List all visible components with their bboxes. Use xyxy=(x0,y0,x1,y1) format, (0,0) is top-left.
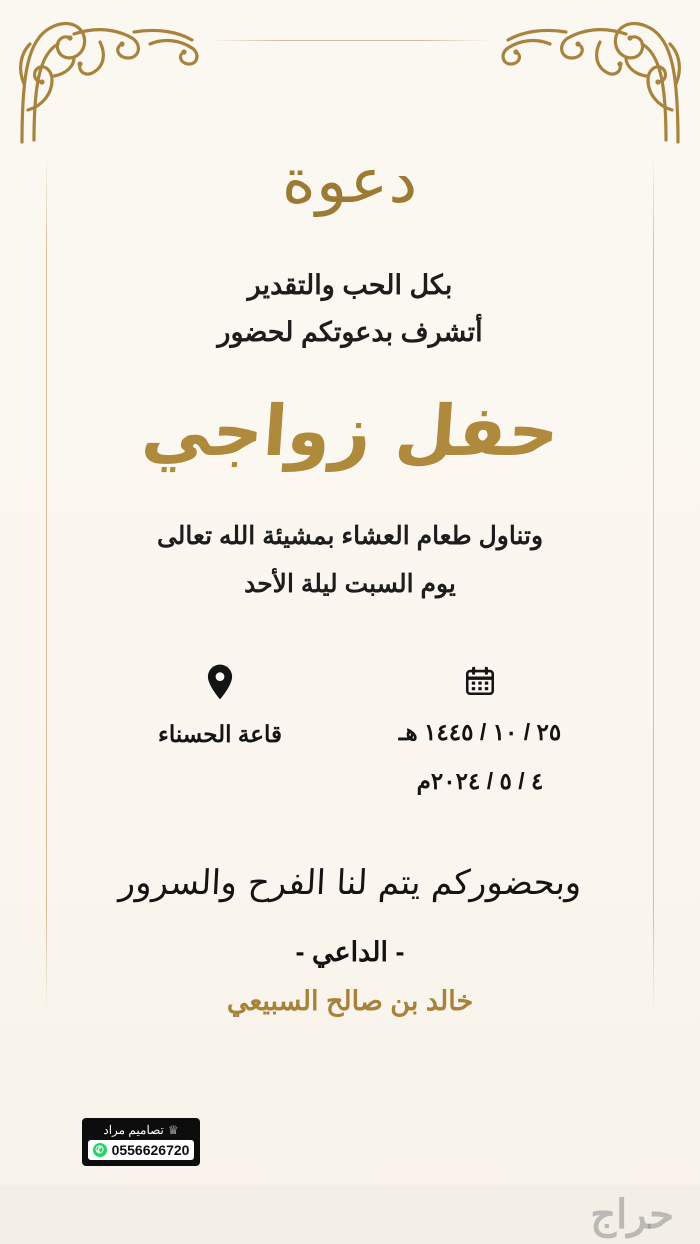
site-watermark: حراج xyxy=(590,1193,674,1237)
calligraphy-headline: دعوة xyxy=(282,144,418,217)
venue-block xyxy=(90,664,350,755)
greeting-line-1: بكل الحب والتقدير xyxy=(247,270,453,300)
dinner-line-1: وتناول طعام العشاء بمشيئة الله تعالى xyxy=(156,522,544,550)
host-label: - الداعي - xyxy=(295,936,405,967)
event-details xyxy=(90,664,610,803)
dinner-line-2: يوم السبت ليلة الأحد xyxy=(244,569,456,598)
dinner-block xyxy=(157,513,543,608)
date-gregorian: ٤ / ٥ / ٢٠٢٤م xyxy=(416,768,544,795)
occasion-title: حفل زواجي xyxy=(138,389,562,472)
designer-badge[interactable] xyxy=(82,1118,200,1166)
venue-name: قاعة الحسناء xyxy=(158,721,282,747)
greeting-block xyxy=(217,262,482,357)
location-pin-icon xyxy=(204,664,236,700)
host-name: خالد بن صالح السبيعي xyxy=(226,985,474,1016)
designer-line xyxy=(88,1123,194,1137)
date-hijri: ٢٥ / ١٠ / ١٤٤٥ هـ xyxy=(398,719,562,745)
designer-phone: 0556626720 xyxy=(111,1142,190,1158)
crown-icon: ♕ xyxy=(167,1123,179,1137)
date-block xyxy=(350,664,610,803)
designer-phone-row[interactable] xyxy=(88,1140,194,1160)
blessing-calligraphy: وبحضوركم يتم لنا الفرح والسرور xyxy=(117,862,583,903)
whatsapp-icon: ✆ xyxy=(93,1143,107,1157)
designer-name: تصاميم مراد xyxy=(103,1123,164,1137)
greeting-line-2: أتشرف بدعوتكم لحضور xyxy=(217,317,483,348)
calendar-icon xyxy=(463,664,497,698)
